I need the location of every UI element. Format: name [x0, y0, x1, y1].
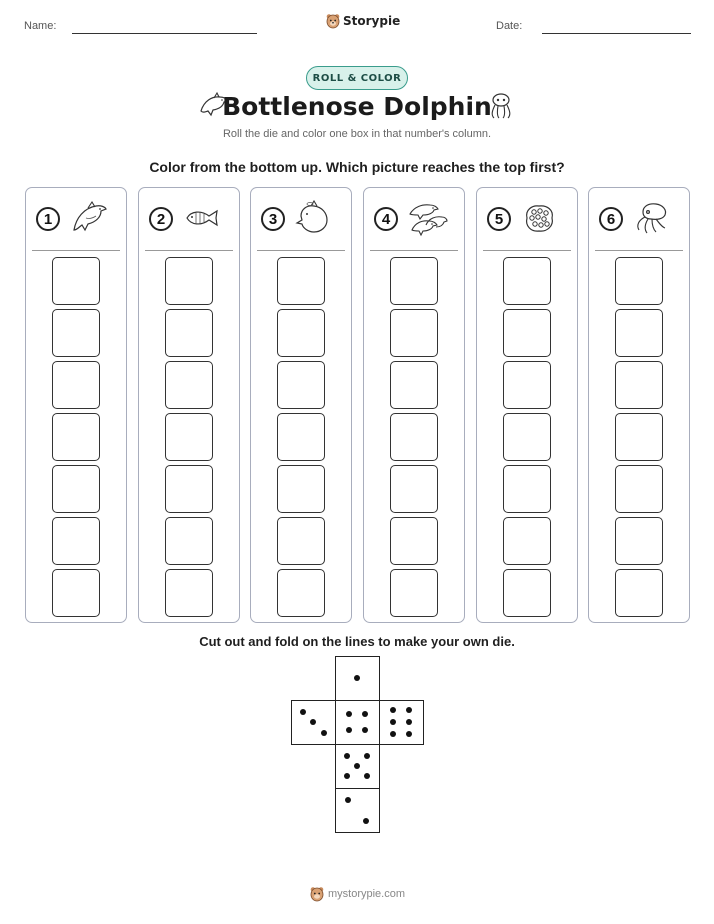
- color-box[interactable]: [52, 257, 100, 305]
- column-4: [363, 187, 465, 623]
- color-box[interactable]: [52, 309, 100, 357]
- color-box[interactable]: [277, 361, 325, 409]
- cut-instruction: Cut out and fold on the lines to make your own die.: [199, 634, 515, 649]
- die-pip: [362, 711, 368, 717]
- column-divider: [257, 250, 345, 251]
- column-3: [250, 187, 352, 623]
- name-line[interactable]: [72, 33, 257, 34]
- die-pip: [390, 731, 396, 737]
- die-pip: [362, 727, 368, 733]
- die-pip: [390, 719, 396, 725]
- column-divider: [595, 250, 683, 251]
- die-face-3: [291, 700, 336, 745]
- color-box[interactable]: [615, 517, 663, 565]
- color-box[interactable]: [503, 257, 551, 305]
- brand-name: Storypie: [343, 14, 401, 28]
- color-box[interactable]: [165, 465, 213, 513]
- die-pip: [344, 753, 350, 759]
- column-header: [251, 188, 351, 250]
- color-box[interactable]: [390, 361, 438, 409]
- color-box[interactable]: [503, 413, 551, 461]
- color-box[interactable]: [615, 413, 663, 461]
- color-box[interactable]: [52, 569, 100, 617]
- die-pip: [354, 675, 360, 681]
- die-pip: [406, 707, 412, 713]
- squid-icon: [631, 200, 671, 236]
- column-divider: [32, 250, 120, 251]
- die-pip: [406, 731, 412, 737]
- coloring-instruction: Color from the bottom up. Which picture reaches the top first?: [149, 159, 565, 175]
- color-box[interactable]: [503, 517, 551, 565]
- column-6: [588, 187, 690, 623]
- color-box[interactable]: [615, 465, 663, 513]
- color-box[interactable]: [165, 413, 213, 461]
- column-header: [477, 188, 577, 250]
- fish-icon: [181, 200, 221, 236]
- column-1: [25, 187, 127, 623]
- color-box[interactable]: [165, 569, 213, 617]
- color-box[interactable]: [615, 569, 663, 617]
- color-box[interactable]: [390, 569, 438, 617]
- page-title: Bottlenose Dolphin: [222, 92, 492, 121]
- baby-dolphin-icon: [293, 200, 333, 236]
- color-box[interactable]: [277, 569, 325, 617]
- die-pip: [310, 719, 316, 725]
- color-box[interactable]: [52, 361, 100, 409]
- color-box[interactable]: [390, 309, 438, 357]
- color-box[interactable]: [277, 517, 325, 565]
- die-face-2: [335, 788, 380, 833]
- bear-icon: [310, 886, 324, 902]
- color-box[interactable]: [390, 517, 438, 565]
- die-pip: [390, 707, 396, 713]
- die-pip: [346, 711, 352, 717]
- date-label: Date:: [496, 20, 523, 32]
- die-face-5: [335, 744, 380, 789]
- column-5: [476, 187, 578, 623]
- die-pip: [354, 763, 360, 769]
- die-pip: [344, 773, 350, 779]
- die-pip: [345, 797, 351, 803]
- column-header: [589, 188, 689, 250]
- color-box[interactable]: [615, 309, 663, 357]
- column-number: 3: [261, 207, 285, 231]
- color-box[interactable]: [52, 465, 100, 513]
- die-face-4: [335, 700, 380, 745]
- column-divider: [483, 250, 571, 251]
- die-face-1: [335, 656, 380, 701]
- date-line[interactable]: [542, 33, 691, 34]
- color-box[interactable]: [390, 257, 438, 305]
- page-subtitle: Roll the die and color one box in that number's column.: [222, 128, 492, 140]
- die-pip: [300, 709, 306, 715]
- color-box[interactable]: [503, 361, 551, 409]
- color-box[interactable]: [165, 309, 213, 357]
- color-box[interactable]: [277, 257, 325, 305]
- die-pip: [364, 753, 370, 759]
- column-header: [26, 188, 126, 250]
- column-number: 2: [149, 207, 173, 231]
- dolphin-icon: [68, 200, 108, 236]
- die-pip: [406, 719, 412, 725]
- die-face-6: [379, 700, 424, 745]
- color-box[interactable]: [165, 257, 213, 305]
- die-pip: [321, 730, 327, 736]
- column-number: 6: [599, 207, 623, 231]
- brand-logo: [326, 13, 400, 29]
- color-box[interactable]: [277, 413, 325, 461]
- column-header: [139, 188, 239, 250]
- column-number: 5: [487, 207, 511, 231]
- fish-eggs-icon: [519, 200, 559, 236]
- color-box[interactable]: [277, 465, 325, 513]
- color-box[interactable]: [390, 413, 438, 461]
- color-box[interactable]: [165, 517, 213, 565]
- column-divider: [145, 250, 233, 251]
- color-box[interactable]: [503, 309, 551, 357]
- color-box[interactable]: [615, 361, 663, 409]
- color-box[interactable]: [615, 257, 663, 305]
- color-box[interactable]: [165, 361, 213, 409]
- color-box[interactable]: [503, 569, 551, 617]
- footer-url: mystorypie.com: [328, 888, 406, 900]
- die-pip: [346, 727, 352, 733]
- die-pip: [363, 818, 369, 824]
- column-header: [364, 188, 464, 250]
- bear-icon: [326, 13, 340, 29]
- die-pip: [364, 773, 370, 779]
- squid-icon: [486, 91, 516, 121]
- column-divider: [370, 250, 458, 251]
- name-label: Name:: [24, 20, 57, 32]
- column-number: 4: [374, 207, 398, 231]
- color-box[interactable]: [277, 309, 325, 357]
- activity-badge: ROLL & COLOR: [306, 66, 408, 90]
- footer: [310, 886, 405, 902]
- color-box[interactable]: [52, 413, 100, 461]
- column-number: 1: [36, 207, 60, 231]
- color-box[interactable]: [503, 465, 551, 513]
- column-2: [138, 187, 240, 623]
- color-box[interactable]: [52, 517, 100, 565]
- dolphin-pod-icon: [406, 200, 448, 238]
- color-box[interactable]: [390, 465, 438, 513]
